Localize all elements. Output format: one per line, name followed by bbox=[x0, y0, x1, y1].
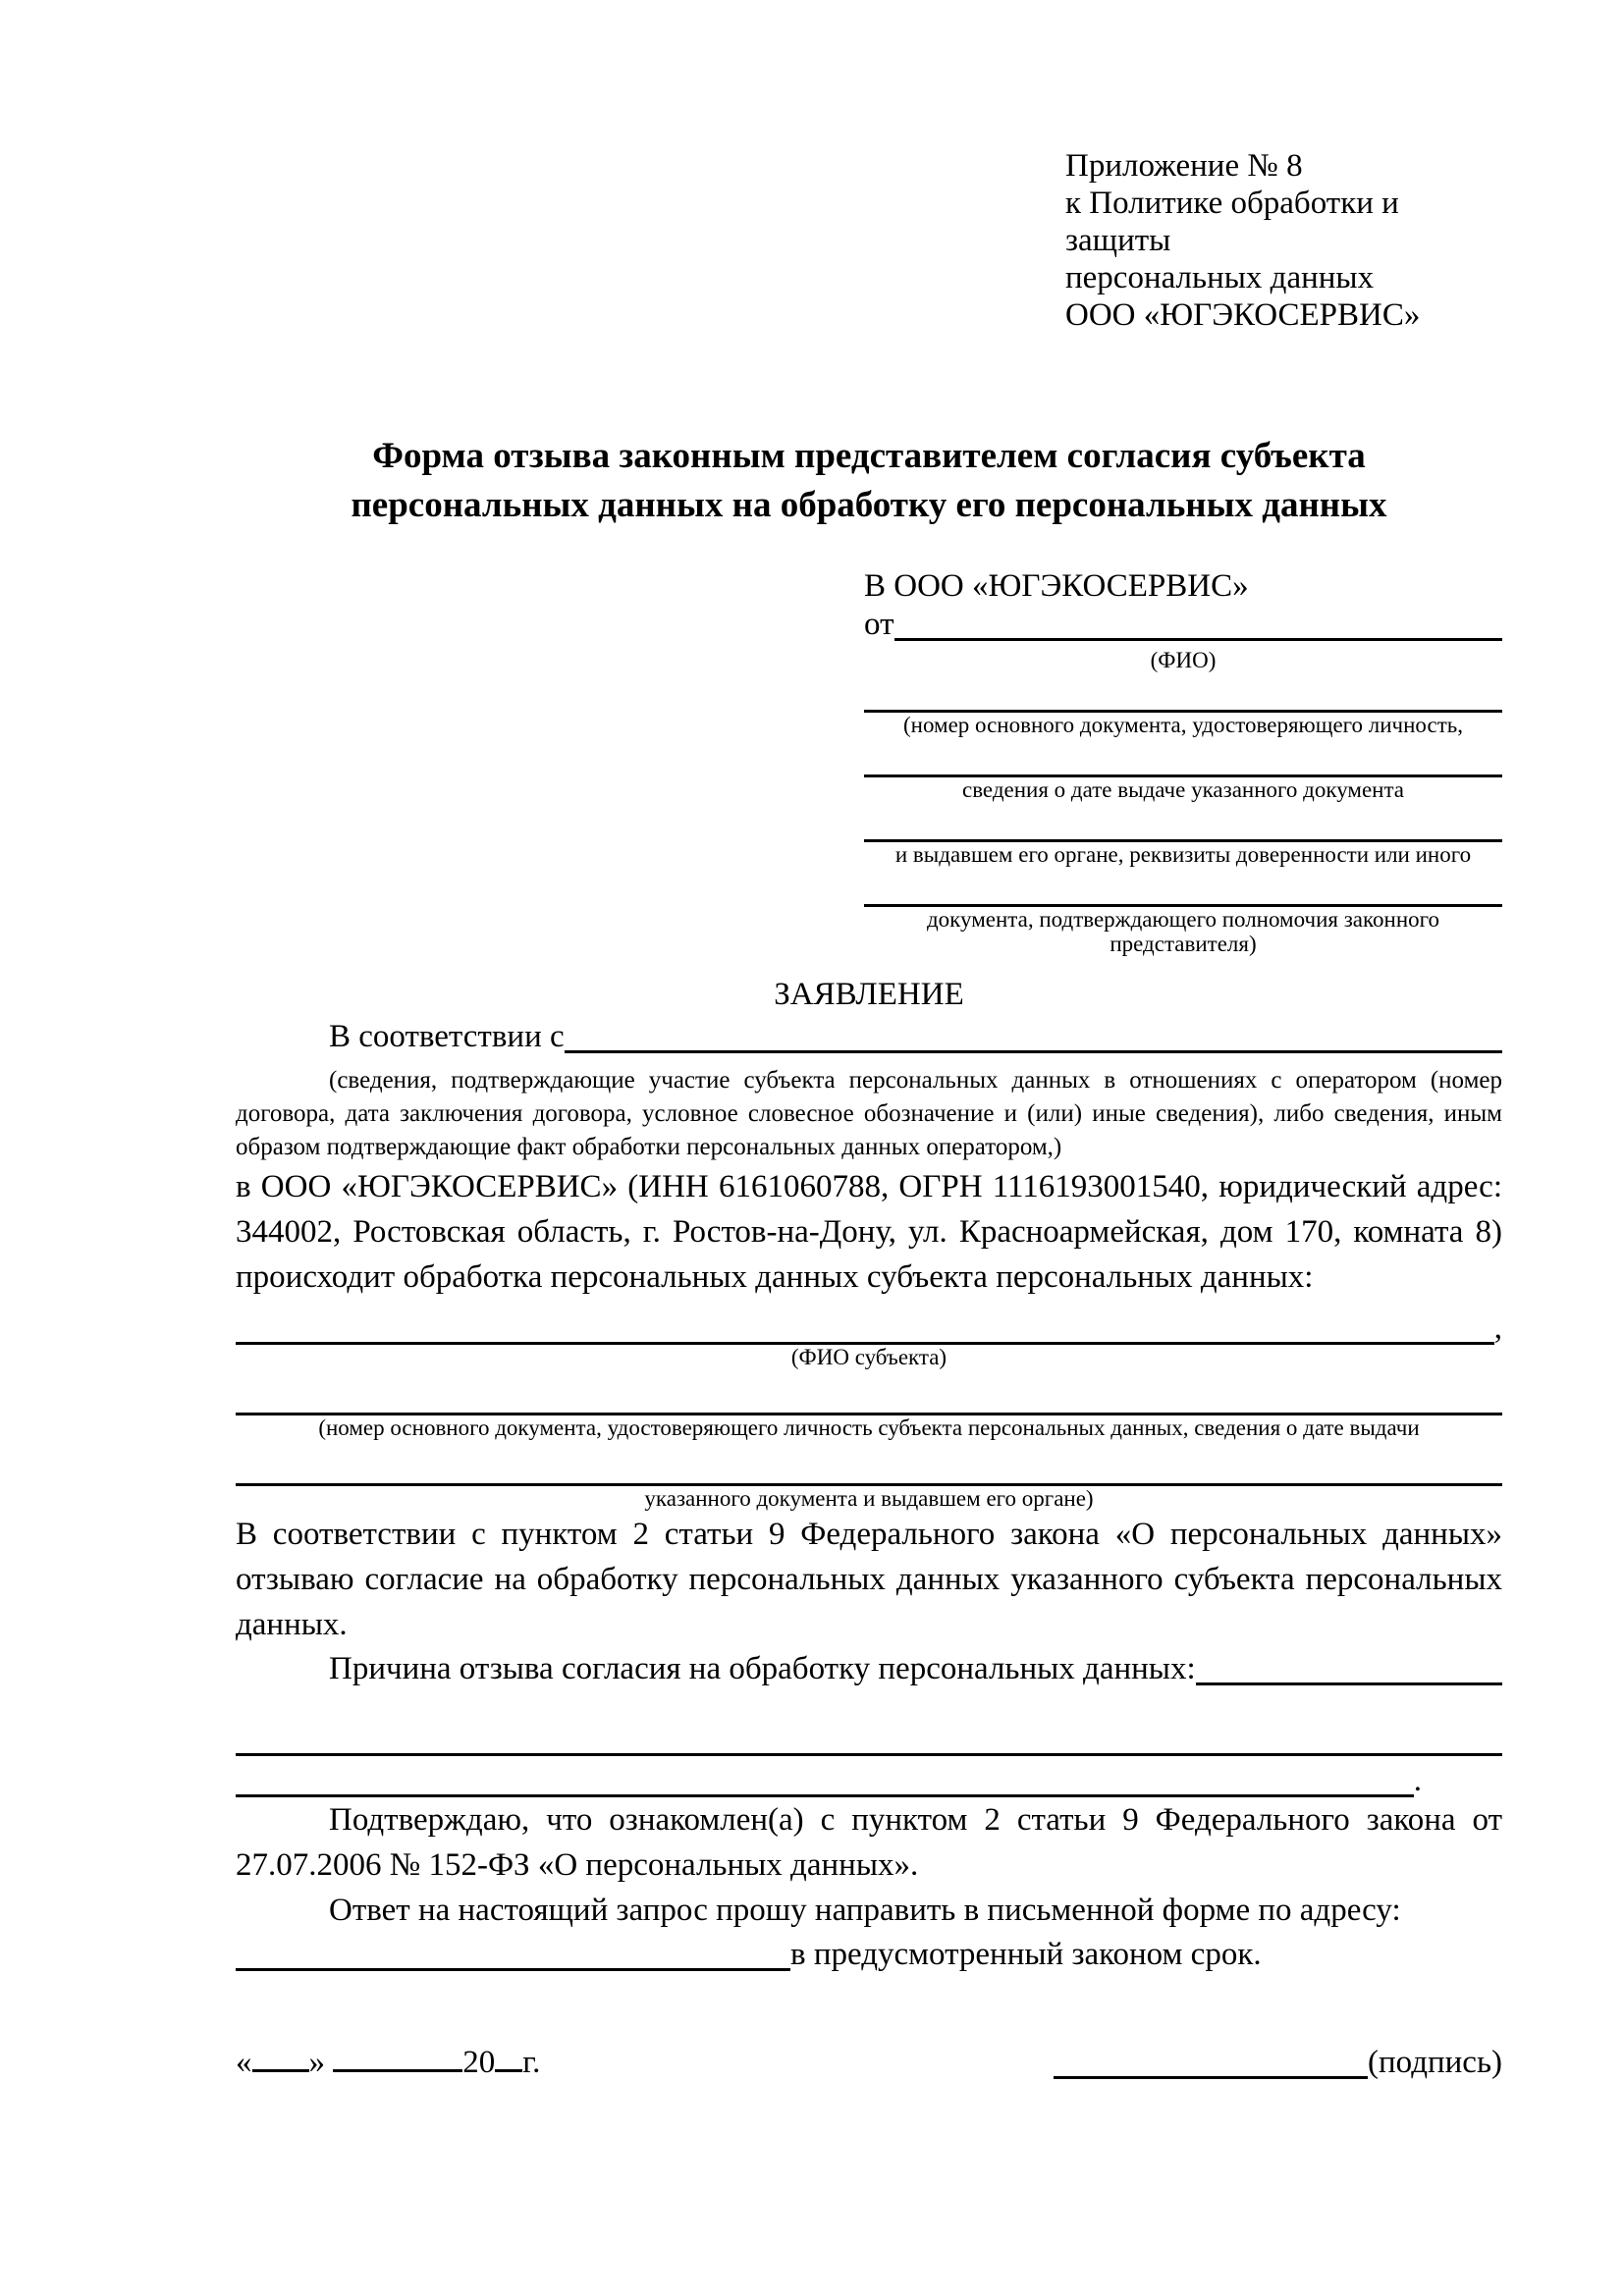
appendix-line-1: Приложение № 8 bbox=[1065, 148, 1303, 184]
signature-field bbox=[1054, 2039, 1502, 2086]
representative-doc-caption-3: и выдавшем его органе, реквизиты доверенности или иного bbox=[894, 842, 1472, 867]
reason-label: Причина отзыва согласия на обработку персональных данных: bbox=[329, 1651, 1196, 1686]
reason-field-blank[interactable] bbox=[1196, 1682, 1502, 1685]
month-blank[interactable] bbox=[333, 2065, 462, 2072]
subject-fio-caption: (ФИО субъекта) bbox=[790, 1345, 947, 1369]
basis-row bbox=[236, 1015, 1502, 1060]
representative-doc-blank-2[interactable] bbox=[864, 737, 1502, 777]
signature-blank[interactable] bbox=[1054, 2076, 1368, 2079]
reason-row bbox=[236, 1647, 1502, 1692]
representative-doc-caption-2: сведения о дате выдаче указанного документа bbox=[961, 777, 1405, 802]
reply-paragraph: Ответ на настоящий запрос прошу направить в письменной форме по адресу: bbox=[329, 1893, 1401, 1928]
subject-doc-caption-2: указанного документа и выдавшем его органе) bbox=[644, 1486, 1094, 1511]
subject-doc-row-1 bbox=[236, 1374, 1502, 1415]
representative-doc-blank-3[interactable] bbox=[864, 802, 1502, 842]
appendix-header bbox=[1065, 147, 1502, 334]
subject-fio-comma: , bbox=[1493, 1310, 1502, 1346]
year-blank[interactable] bbox=[495, 2065, 522, 2072]
representative-fio-blank[interactable] bbox=[894, 638, 1503, 641]
from-row bbox=[864, 607, 1502, 648]
reply-address-row bbox=[236, 1933, 1502, 1978]
day-blank[interactable] bbox=[252, 2065, 309, 2072]
footer-row bbox=[236, 2037, 1502, 2086]
representative-doc-blank-4[interactable] bbox=[864, 867, 1502, 907]
subject-doc-caption-1: (номер основного документа, удостоверяющего личность субъекта персональных данных, сведения о дате выдачи bbox=[318, 1415, 1420, 1440]
subject-fio-row bbox=[236, 1304, 1502, 1345]
reason-extra-blank-1[interactable] bbox=[236, 1716, 1502, 1756]
statement-heading: ЗАЯВЛЕНИЕ bbox=[774, 977, 964, 1012]
date-field bbox=[236, 2039, 540, 2086]
appendix-line-4: ООО «ЮГЭКОСЕРВИС» bbox=[1065, 297, 1421, 333]
withdrawal-paragraph: В соответствии с пунктом 2 статьи 9 Федерального закона «О персональных данных» отзываю согласие на обработку персональных данных указанного субъекта персональных данных. bbox=[236, 1517, 1502, 1642]
operator-paragraph: в ООО «ЮГЭКОСЕРВИС» (ИНН 6161060788, ОГРН 1116193001540, юридический адрес: 344002, Ростовская область, г. Ростов-на-Дону, ул. Красноармейская, дом 170, комната 8) происходит обработка персональных данных субъекта персональных данных: bbox=[236, 1169, 1502, 1295]
document-title-line-2: персональных данных на обработку его персональных данных bbox=[351, 485, 1387, 525]
reason-extra-row-2 bbox=[236, 1756, 1502, 1797]
reply-tail: в предусмотренный законом срок. bbox=[790, 1937, 1262, 1972]
date-quote-open: « bbox=[236, 2045, 252, 2080]
document-title-line-1: Форма отзыва законным представителем согласия субъекта bbox=[372, 436, 1366, 476]
date-quote-close: » bbox=[308, 2045, 325, 2080]
confirm-paragraph: Подтверждаю, что ознакомлен(а) с пунктом 2 статьи 9 Федерального закона от 27.07.2006 № 152-ФЗ «О персональных данных». bbox=[236, 1802, 1502, 1883]
document-title bbox=[236, 432, 1502, 530]
representative-doc-blank-1[interactable] bbox=[864, 672, 1502, 713]
from-label: от bbox=[864, 607, 894, 642]
basis-label: В соответствии с bbox=[329, 1019, 565, 1054]
fio-caption: (ФИО) bbox=[1150, 648, 1217, 672]
reason-period: . bbox=[1413, 1763, 1422, 1798]
address-field-blank[interactable] bbox=[236, 1968, 790, 1971]
year-prefix: 20 bbox=[462, 2045, 496, 2080]
representative-doc-caption-4: документа, подтверждающего полномочия законного представителя) bbox=[926, 907, 1439, 956]
signature-caption: (подпись) bbox=[1368, 2045, 1502, 2080]
appendix-line-3: персональных данных bbox=[1065, 260, 1375, 295]
addressee-organization: В ООО «ЮГЭКОСЕРВИС» bbox=[864, 568, 1249, 604]
appendix-line-2: к Политике обработки и защиты bbox=[1065, 186, 1399, 258]
representative-doc-caption-1: (номер основного документа, удостоверяющего личность, bbox=[902, 713, 1463, 737]
basis-small-print: (сведения, подтверждающие участие субъекта персональных данных в отношениях с оператором (номер договора, дата заключения договора, условное словесное обозначение и (или) иные сведения), либо сведения, иным образом подтверждающие факт обработки персональных данных оператором,) bbox=[236, 1067, 1502, 1160]
subject-doc-row-2 bbox=[236, 1445, 1502, 1486]
basis-field-blank[interactable] bbox=[565, 1050, 1502, 1053]
addressee-block bbox=[864, 565, 1502, 956]
year-suffix: г. bbox=[522, 2045, 541, 2080]
